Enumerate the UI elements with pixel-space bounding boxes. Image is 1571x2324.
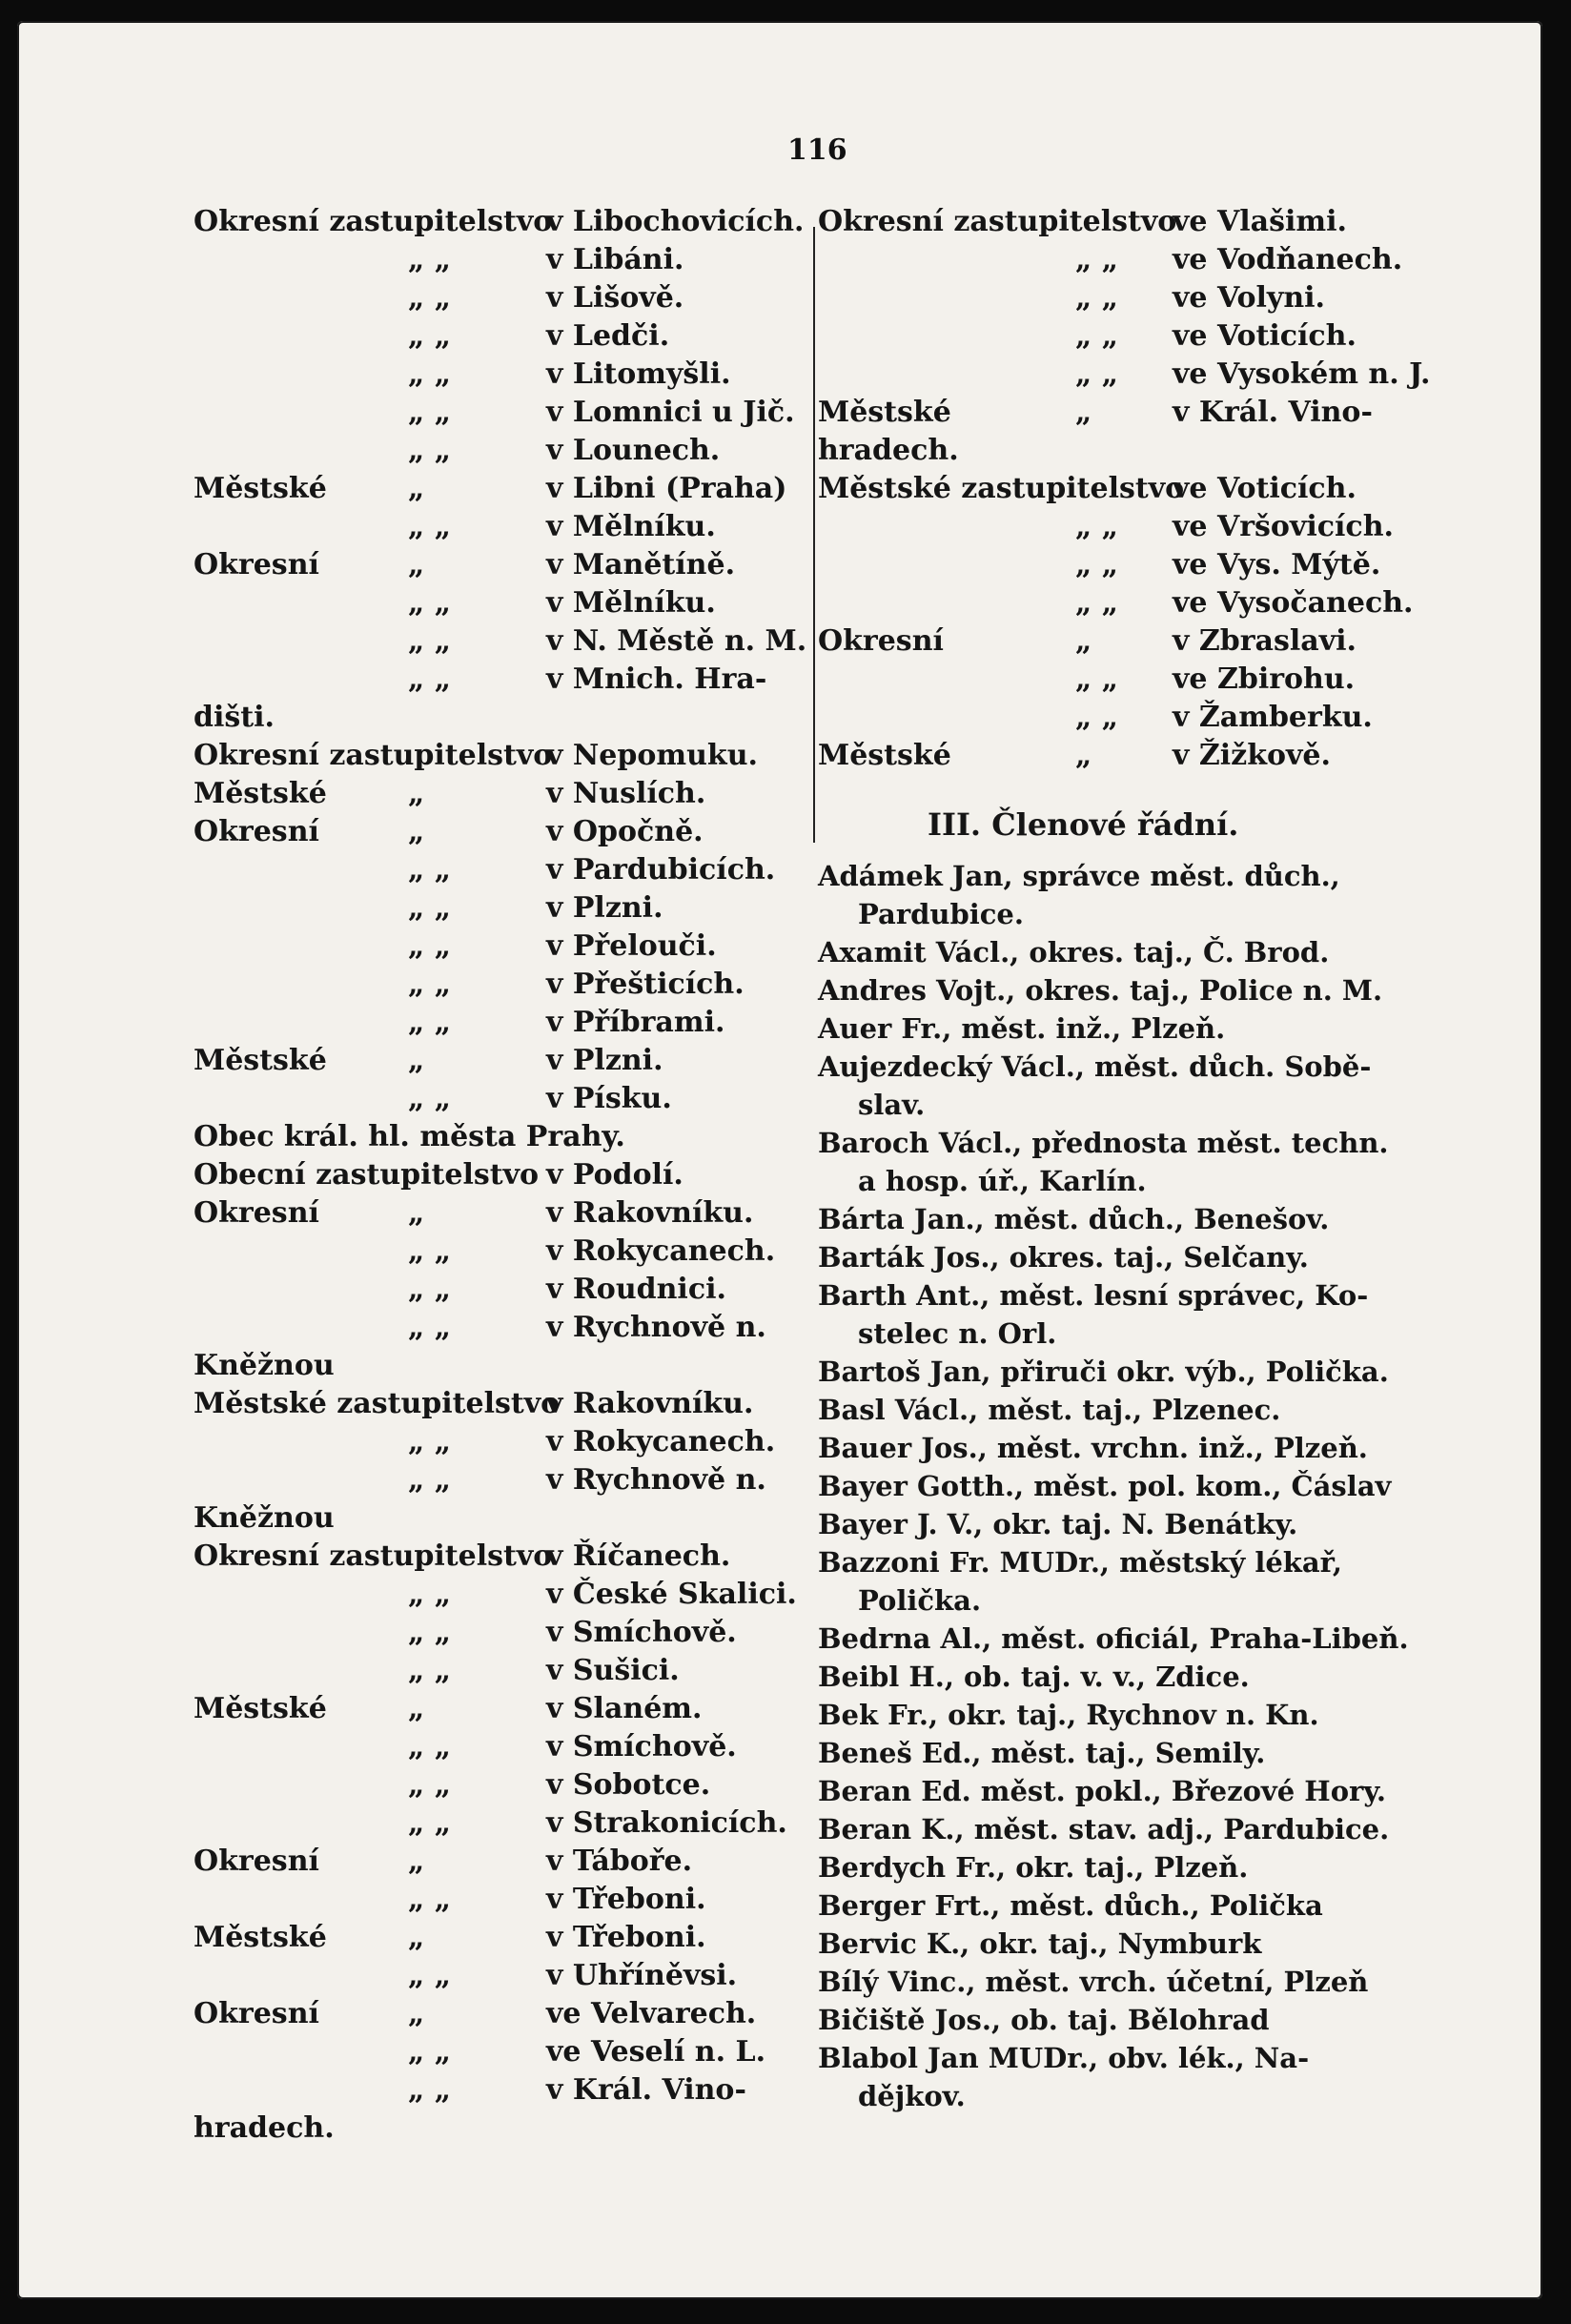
member-entry <box>818 1048 1409 1124</box>
place-name: v Rakovníku. <box>546 1387 754 1420</box>
register-row <box>194 394 795 432</box>
member-entry <box>818 1734 1409 1772</box>
right-register-list <box>818 203 1431 775</box>
register-row <box>194 928 775 966</box>
row-label: hradech. <box>194 2111 335 2145</box>
place-name: ve Vysokém n. J. <box>1173 357 1431 391</box>
ditto-marks: „ „ <box>408 2035 451 2069</box>
member-entry <box>818 1963 1409 2001</box>
member-entry <box>818 1505 1409 1543</box>
row-label: Okresní <box>194 1845 319 1878</box>
member-entry <box>818 1620 1409 1658</box>
place-name: v Zbraslavi. <box>1173 624 1357 658</box>
left-column <box>194 203 807 2148</box>
ditto-marks: „ „ <box>408 1959 451 1992</box>
member-entry <box>818 1886 1409 1925</box>
ditto-marks: „ <box>408 1845 425 1878</box>
ditto-marks: „ „ <box>408 1082 451 1115</box>
member-line: Adámek Jan, správce měst. důch., <box>818 860 1340 892</box>
register-row <box>194 432 775 470</box>
section-heading: III. Členové řádní. <box>928 806 1239 843</box>
register-row <box>194 470 787 508</box>
ditto-marks: „ „ <box>408 434 451 467</box>
place-name: ve Voticích. <box>1173 319 1357 353</box>
member-entry <box>818 1200 1409 1238</box>
register-row <box>818 241 1409 279</box>
member-continuation: dějkov. <box>858 2080 966 2112</box>
ditto-marks: „ „ <box>408 1006 451 1039</box>
ditto-marks: „ <box>408 1997 425 2030</box>
member-line: Basl Václ., měst. taj., Plzenec. <box>818 1394 1281 1426</box>
member-entry <box>818 1810 1409 1848</box>
place-name: v Rakovníku. <box>546 1196 754 1230</box>
member-line: Axamit Václ., okres. taj., Č. Brod. <box>818 936 1330 968</box>
row-label: Okresní <box>194 815 319 848</box>
place-name: v Rokycanech. <box>546 1234 776 1268</box>
row-label: Okresní zastupitelstvo <box>194 1539 553 1573</box>
register-row <box>194 356 775 394</box>
place-name: v Lounech. <box>546 434 721 467</box>
member-list <box>818 857 1409 2115</box>
ditto-marks: „ <box>408 472 425 505</box>
register-row <box>194 775 775 813</box>
row-label: Okresní zastupitelstvo <box>194 739 553 772</box>
place-name: v Říčanech. <box>546 1539 731 1573</box>
ditto-marks: „ „ <box>1075 243 1118 276</box>
register-row <box>194 2071 775 2110</box>
register-row <box>194 1118 775 1156</box>
place-name: v Slaném. <box>546 1692 703 1725</box>
ditto-marks: „ <box>408 1692 425 1725</box>
member-entry <box>818 1009 1409 1048</box>
place-name: v Rychnově n. <box>546 1463 766 1497</box>
member-entry <box>818 1925 1409 1963</box>
row-label: Městské <box>194 1692 327 1725</box>
place-name: v Libáni. <box>546 243 684 276</box>
register-row <box>194 1538 775 1576</box>
ditto-marks: „ „ <box>408 357 451 391</box>
member-continuation: stelec n. Orl. <box>858 1317 1057 1350</box>
member-line: Bičiště Jos., ob. taj. Bělohrad <box>818 2004 1270 2036</box>
member-entry <box>818 1238 1409 1276</box>
member-entry <box>818 1772 1409 1810</box>
ditto-marks: „ „ <box>408 1616 451 1649</box>
place-name: v Třeboni. <box>546 1921 706 1954</box>
register-row <box>194 661 775 699</box>
ditto-marks: „ <box>408 548 425 581</box>
ditto-marks: „ „ <box>408 853 451 887</box>
register-row <box>818 470 1409 508</box>
place-name: v Mělníku. <box>546 510 716 543</box>
place-name: ve Vysočanech. <box>1173 586 1414 620</box>
place-name: v Mělníku. <box>546 586 716 620</box>
ditto-marks: „ <box>408 1196 425 1230</box>
ditto-marks: „ „ <box>408 1730 451 1763</box>
member-entry <box>818 1276 1409 1353</box>
member-entry <box>818 933 1409 971</box>
ditto-marks: „ „ <box>408 624 451 658</box>
row-label: Městské <box>194 777 327 810</box>
register-row <box>194 1233 775 1271</box>
ditto-marks: „ „ <box>408 396 451 429</box>
register-row <box>194 546 775 584</box>
row-label: Okresní <box>194 1997 319 2030</box>
register-row <box>194 1919 775 1957</box>
column-divider <box>813 227 815 843</box>
register-row <box>818 279 1409 317</box>
register-row <box>194 241 775 279</box>
member-line: Berdych Fr., okr. taj., Plzeň. <box>818 1851 1249 1884</box>
row-label: Obec král. hl. města Prahy. <box>194 1120 625 1153</box>
register-row <box>194 1690 775 1728</box>
row-label: Obecní zastupitelstvo <box>194 1158 540 1192</box>
ditto-marks: „ „ <box>408 510 451 543</box>
member-entry <box>818 2039 1409 2115</box>
place-name: v Žižkově. <box>1173 739 1331 772</box>
member-line: Auer Fr., měst. inž., Plzeň. <box>818 1012 1226 1045</box>
member-line: Aujezdecký Václ., měst. důch. Sobě- <box>818 1050 1372 1083</box>
member-line: Bek Fr., okr. taj., Rychnov n. Kn. <box>818 1699 1319 1731</box>
ditto-marks: „ <box>1075 739 1092 772</box>
place-name: v Nuslích. <box>546 777 706 810</box>
register-row <box>194 1804 787 1843</box>
register-row <box>194 1385 775 1423</box>
place-name: v Žamberku. <box>1173 701 1373 734</box>
member-line: Bauer Jos., měst. vrchn. inž., Plzeň. <box>818 1432 1368 1464</box>
register-row <box>194 1957 775 1995</box>
register-row <box>194 1194 775 1233</box>
ditto-marks: „ „ <box>408 319 451 353</box>
member-line: Andres Vojt., okres. taj., Police n. M. <box>818 974 1383 1007</box>
ditto-marks: „ „ <box>408 1463 451 1497</box>
place-name: v Roudnici. <box>546 1273 726 1306</box>
register-row <box>818 737 1409 775</box>
ditto-marks: „ „ <box>1075 357 1118 391</box>
member-continuation: a hosp. úř., Karlín. <box>858 1165 1147 1197</box>
register-row <box>818 584 1414 622</box>
member-entry <box>818 1353 1409 1391</box>
member-line: Berger Frt., měst. důch., Polička <box>818 1889 1323 1922</box>
place-name: v Libni (Praha) <box>546 472 787 505</box>
member-line: Beran Ed. měst. pokl., Březové Hory. <box>818 1775 1386 1807</box>
register-row <box>194 1042 775 1080</box>
register-row <box>818 203 1409 241</box>
row-label: Městské <box>194 1921 327 1954</box>
row-label: Městské <box>818 739 951 772</box>
row-label: Kněžnou <box>194 1501 335 1535</box>
register-row <box>818 546 1409 584</box>
register-row <box>194 1728 775 1766</box>
row-label: Okresní zastupitelstvo <box>818 205 1177 238</box>
register-row <box>194 699 775 737</box>
place-name: v Opočně. <box>546 815 704 848</box>
member-line: Beneš Ed., měst. taj., Semily. <box>818 1737 1266 1769</box>
place-name: v Mnich. Hra- <box>546 663 767 696</box>
place-name: ve Vršovicích. <box>1173 510 1394 543</box>
row-label: Městské zastupitelstvo <box>194 1387 561 1420</box>
ditto-marks: „ <box>1075 624 1092 658</box>
ditto-marks: „ „ <box>1075 548 1118 581</box>
register-row <box>194 889 775 928</box>
register-row <box>194 2110 775 2148</box>
member-entry <box>818 1696 1409 1734</box>
register-row <box>194 966 775 1004</box>
register-row <box>194 1004 775 1042</box>
place-name: ve Velvarech. <box>546 1997 757 2030</box>
ditto-marks: „ „ <box>408 1425 451 1458</box>
ditto-marks: „ <box>408 815 425 848</box>
register-row <box>194 1652 775 1690</box>
ditto-marks: „ „ <box>408 663 451 696</box>
place-name: ve Vlašimi. <box>1173 205 1347 238</box>
place-name: ve Voticích. <box>1173 472 1357 505</box>
place-name: ve Zbirohu. <box>1173 663 1356 696</box>
ditto-marks: „ „ <box>1075 510 1118 543</box>
register-row <box>194 622 807 661</box>
place-name: ve Volyni. <box>1173 281 1325 315</box>
place-name: v Rychnově n. <box>546 1311 766 1344</box>
register-row <box>194 1576 797 1614</box>
member-line: Baroch Václ., přednosta měst. techn. <box>818 1127 1389 1159</box>
ditto-marks: „ „ <box>1075 663 1118 696</box>
member-continuation: Pardubice. <box>858 898 1024 930</box>
place-name: v Rokycanech. <box>546 1425 776 1458</box>
place-name: v Pardubicích. <box>546 853 776 887</box>
place-name: v Přešticích. <box>546 968 745 1001</box>
member-line: Bayer J. V., okr. taj. N. Benátky. <box>818 1508 1298 1540</box>
register-row <box>194 813 775 851</box>
member-line: Bartoš Jan, přiruči okr. výb., Polička. <box>818 1356 1389 1388</box>
place-name: v Třeboni. <box>546 1883 706 1916</box>
ditto-marks: „ „ <box>1075 281 1118 315</box>
register-row <box>194 1423 775 1461</box>
register-row <box>194 2033 775 2071</box>
member-entry <box>818 1391 1409 1429</box>
ditto-marks: „ „ <box>1075 319 1118 353</box>
member-line: Bervic K., okr. taj., Nymburk <box>818 1927 1262 1960</box>
place-name: ve Vodňanech. <box>1173 243 1403 276</box>
ditto-marks: „ „ <box>408 1578 451 1611</box>
ditto-marks: „ „ <box>408 1273 451 1306</box>
member-line: Beibl H., ob. taj. v. v., Zdice. <box>818 1661 1250 1693</box>
ditto-marks: „ „ <box>408 243 451 276</box>
ditto-marks: „ <box>1075 396 1092 429</box>
register-row <box>818 622 1409 661</box>
member-entry <box>818 1848 1409 1886</box>
ditto-marks: „ „ <box>1075 701 1118 734</box>
place-name: v Přelouči. <box>546 929 717 963</box>
place-name: v Nepomuku. <box>546 739 758 772</box>
row-label: hradech. <box>818 434 959 467</box>
row-label: dišti. <box>194 701 275 734</box>
register-row <box>194 279 775 317</box>
row-label: Kněžnou <box>194 1349 335 1382</box>
ditto-marks: „ <box>408 1921 425 1954</box>
ditto-marks: „ „ <box>408 281 451 315</box>
place-name: v Král. Vino- <box>546 2073 746 2107</box>
member-line: Bayer Gotth., měst. pol. kom., Čáslav <box>818 1470 1392 1502</box>
register-row <box>818 317 1409 356</box>
place-name: ve Vys. Mýtě. <box>1173 548 1381 581</box>
register-row <box>818 508 1409 546</box>
member-entry <box>818 971 1409 1009</box>
row-label: Okresní zastupitelstvo <box>194 205 553 238</box>
row-label: Městské <box>194 1044 327 1077</box>
place-name: v Manětíně. <box>546 548 736 581</box>
row-label: Okresní <box>194 1196 319 1230</box>
register-row <box>194 1614 775 1652</box>
register-row <box>194 1309 775 1347</box>
register-row <box>194 1881 775 1919</box>
ditto-marks: „ „ <box>408 2073 451 2107</box>
register-row <box>194 1766 775 1804</box>
ditto-marks: „ „ <box>408 1883 451 1916</box>
register-row <box>194 1271 775 1309</box>
page-number: 116 <box>787 133 847 167</box>
place-name: v Plzni. <box>546 1044 663 1077</box>
member-line: Bedrna Al., měst. oficiál, Praha-Libeň. <box>818 1622 1409 1655</box>
member-continuation: Polička. <box>858 1584 982 1617</box>
member-line: Beran K., měst. stav. adj., Pardubice. <box>818 1813 1390 1845</box>
register-row <box>194 1347 775 1385</box>
place-name: v Smíchově. <box>546 1730 737 1763</box>
ditto-marks: „ <box>408 1044 425 1077</box>
member-line: Bazzoni Fr. MUDr., městský lékař, <box>818 1546 1342 1579</box>
place-name: v Strakonicích. <box>546 1806 787 1840</box>
ditto-marks: „ „ <box>408 1654 451 1687</box>
ditto-marks: „ „ <box>408 1311 451 1344</box>
place-name: v Král. Vino- <box>1173 396 1373 429</box>
register-row <box>194 317 775 356</box>
ditto-marks: „ <box>408 777 425 810</box>
register-row <box>194 508 775 546</box>
member-entry <box>818 1658 1409 1696</box>
ditto-marks: „ „ <box>408 929 451 963</box>
place-name: v Táboře. <box>546 1845 693 1878</box>
ditto-marks: „ „ <box>408 586 451 620</box>
register-row <box>818 661 1409 699</box>
register-row <box>194 1461 775 1499</box>
register-row <box>194 851 775 889</box>
place-name: v Uhříněvsi. <box>546 1959 738 1992</box>
place-name: v Podolí. <box>546 1158 683 1192</box>
register-row <box>194 1995 775 2033</box>
place-name: v Smíchově. <box>546 1616 737 1649</box>
ditto-marks: „ „ <box>408 1806 451 1840</box>
row-label: Okresní <box>194 548 319 581</box>
place-name: v Příbrami. <box>546 1006 725 1039</box>
ditto-marks: „ „ <box>408 968 451 1001</box>
member-entry <box>818 857 1409 933</box>
place-name: v Sušici. <box>546 1654 680 1687</box>
register-row <box>194 737 775 775</box>
row-label: Okresní <box>818 624 944 658</box>
member-line: Barth Ant., měst. lesní správec, Ko- <box>818 1279 1369 1312</box>
place-name: v Litomyšli. <box>546 357 731 391</box>
place-name: ve Veselí n. L. <box>546 2035 766 2069</box>
place-name: v České Skalici. <box>546 1578 797 1611</box>
place-name: v Lomnici u Jič. <box>546 396 795 429</box>
register-row <box>818 432 1409 470</box>
place-name: v Sobotce. <box>546 1768 711 1802</box>
place-name: v Libochovicích. <box>546 205 805 238</box>
register-row <box>194 1843 775 1881</box>
right-column <box>818 203 1431 2115</box>
place-name: v Lišově. <box>546 281 684 315</box>
place-name: v N. Městě n. M. <box>546 624 807 658</box>
register-row <box>194 203 805 241</box>
member-entry <box>818 1124 1409 1200</box>
register-row <box>194 1156 775 1194</box>
ditto-marks: „ „ <box>1075 586 1118 620</box>
register-row <box>818 699 1409 737</box>
member-continuation: slav. <box>858 1089 926 1121</box>
ditto-marks: „ „ <box>408 1234 451 1268</box>
ditto-marks: „ „ <box>408 891 451 925</box>
row-label: Městské zastupitelstvo <box>818 472 1185 505</box>
register-row <box>818 356 1431 394</box>
member-entry <box>818 1467 1409 1505</box>
row-label: Městské <box>818 396 951 429</box>
member-entry <box>818 1429 1409 1467</box>
register-row <box>194 1080 775 1118</box>
member-line: Bárta Jan., měst. důch., Benešov. <box>818 1203 1330 1235</box>
row-label: Městské <box>194 472 327 505</box>
register-row <box>818 394 1409 432</box>
member-line: Barták Jos., okres. taj., Selčany. <box>818 1241 1309 1274</box>
register-row <box>194 1499 775 1538</box>
register-row <box>194 584 775 622</box>
member-entry <box>818 1543 1409 1620</box>
place-name: v Ledči. <box>546 319 670 353</box>
member-entry <box>818 2001 1409 2039</box>
place-name: v Plzni. <box>546 891 663 925</box>
place-name: v Písku. <box>546 1082 672 1115</box>
member-line: Blabol Jan MUDr., obv. lék., Na- <box>818 2042 1310 2074</box>
member-line: Bílý Vinc., měst. vrch. účetní, Plzeň <box>818 1966 1369 1998</box>
ditto-marks: „ „ <box>408 1768 451 1802</box>
